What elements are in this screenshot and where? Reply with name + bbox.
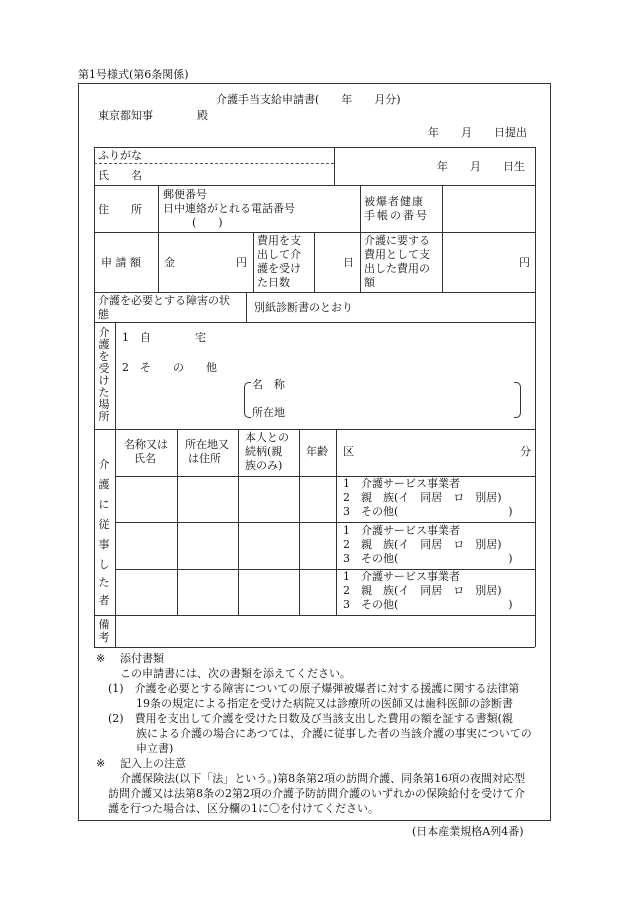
nichi-label: 日 bbox=[343, 256, 354, 269]
col-name: 名称又は bbox=[124, 438, 168, 451]
attach-item-2-cont: 族による介護の場合にあつては、介護に従事した者の当該介護の事実についての bbox=[136, 727, 532, 740]
addressee: 東京都知事 殿 bbox=[98, 109, 208, 122]
col-age: 年齢 bbox=[306, 445, 328, 458]
name-label: 氏 名 bbox=[98, 169, 142, 182]
table-bottom-line bbox=[94, 647, 535, 648]
place-bracket-left bbox=[244, 382, 251, 418]
category-option: 3 その他( ) bbox=[343, 598, 513, 611]
disability-label-cont: 態 bbox=[98, 308, 109, 321]
place-bracket-right bbox=[514, 382, 521, 418]
category-option: 1 介護サービス事業者 bbox=[343, 477, 460, 490]
place-label-char: 受 bbox=[98, 362, 110, 375]
furigana-divider bbox=[94, 163, 334, 164]
place-option-home: 1 自 宅 bbox=[122, 331, 206, 344]
place-label-char: け bbox=[98, 374, 110, 387]
category-option: 1 介護サービス事業者 bbox=[343, 570, 460, 583]
cost-label-line: 費用として支 bbox=[364, 248, 430, 261]
cost-label-line: 介護に要する bbox=[364, 234, 430, 247]
cost-label-line: 額 bbox=[364, 276, 375, 289]
col-relation: 本人との bbox=[245, 431, 289, 444]
category-option: 3 その他( ) bbox=[343, 552, 513, 565]
category-option: 2 親 族(イ 同居 ロ 別居) bbox=[343, 584, 502, 597]
attach-title: 添付書類 bbox=[120, 652, 164, 665]
notice-mark: ※ bbox=[96, 757, 106, 770]
notice-title: 記入上の注意 bbox=[120, 757, 186, 770]
cost-label-line: 出した費用の bbox=[364, 262, 430, 275]
birth-date: 年 月 日生 bbox=[437, 160, 525, 173]
attach-item-1: (1) 介護を必要とする障害についての原子爆弾被爆者に対する援護に関する法律第 bbox=[108, 682, 520, 695]
place-name-label: 名 称 bbox=[252, 378, 285, 391]
category-option: 3 その他( ) bbox=[343, 505, 513, 518]
disability-value: 別紙診断書のとおり bbox=[254, 301, 353, 314]
remarks-label-char: 備 bbox=[98, 618, 110, 631]
col-category-right: 分 bbox=[520, 445, 531, 458]
paper-size-note: (日本産業規格A列4番) bbox=[412, 825, 524, 838]
days-label-line: 出して介 bbox=[257, 248, 301, 261]
place-label-char: 所 bbox=[98, 410, 110, 423]
attach-item-1-cont: 19条の規定による指定を受けた病院又は診療所の医師又は歯科医師の診断書 bbox=[136, 697, 513, 710]
table-right-line bbox=[535, 147, 536, 647]
kin-label: 金 bbox=[164, 256, 175, 269]
place-label-char: 介 bbox=[98, 326, 110, 339]
notice-text: 訪問介護又は法第8条の2第2項の介護予防訪問介護のいずれかの保険給付を受けて介 bbox=[108, 787, 525, 800]
days-label-line: 費用を支 bbox=[257, 234, 301, 247]
caregiver-label-char: 介 bbox=[98, 458, 110, 471]
place-label-char: た bbox=[98, 386, 110, 399]
col-relation-line2: 続柄(親 bbox=[245, 445, 283, 458]
days-label-line: 護を受け bbox=[257, 262, 301, 275]
yen-label-2: 円 bbox=[519, 256, 530, 269]
place-label-char: を bbox=[98, 350, 110, 363]
place-location-label: 所在地 bbox=[252, 406, 285, 419]
days-label-line: た日数 bbox=[257, 276, 290, 289]
caregiver-label-char: 護 bbox=[98, 478, 110, 491]
yen-label-1: 円 bbox=[236, 256, 247, 269]
health-book-label-2: 手帳の番号 bbox=[364, 209, 429, 222]
category-option: 2 親 族(イ 同居 ロ 別居) bbox=[343, 538, 502, 551]
caregiver-label-char: 者 bbox=[98, 594, 110, 607]
category-option: 1 介護サービス事業者 bbox=[343, 524, 460, 537]
caregiver-label-char: し bbox=[98, 558, 110, 571]
phone-parens: ( ) bbox=[192, 216, 223, 229]
disability-label: 介護を必要とする障害の状 bbox=[98, 294, 230, 307]
col-address: 所在地又 bbox=[185, 438, 229, 451]
col-relation-line3: 族のみ) bbox=[245, 459, 283, 472]
col-name-line2: 氏名 bbox=[134, 452, 156, 465]
phone-label: 日中連絡がとれる電話番号 bbox=[163, 202, 295, 215]
table-left-line bbox=[94, 147, 95, 647]
notice-text: 護を行つた場合は、区分欄の1に〇を付けてください。 bbox=[108, 802, 379, 815]
postal-code-label: 郵便番号 bbox=[163, 188, 207, 201]
attach-item-2-cont: 申立書) bbox=[136, 742, 174, 755]
col-category-left: 区 bbox=[343, 445, 354, 458]
notice-text: 介護保険法(以下「法」という。)第8条第2項の訪問介護、同条第16項の夜間対応型 bbox=[120, 772, 526, 785]
address-label: 住 所 bbox=[98, 203, 142, 216]
place-label-char: 護 bbox=[98, 338, 110, 351]
caregiver-label-char: 事 bbox=[98, 538, 110, 551]
caregiver-label-char: た bbox=[98, 576, 110, 589]
form-id: 第1号様式(第6条関係) bbox=[78, 68, 189, 81]
category-option: 2 親 族(イ 同居 ロ 別居) bbox=[343, 491, 502, 504]
place-label-char: 場 bbox=[98, 398, 110, 411]
attach-mark: ※ bbox=[96, 652, 106, 665]
attach-intro: この申請書には、次の書類を添えてください。 bbox=[120, 667, 351, 680]
health-book-label-1: 被爆者健康 bbox=[364, 195, 424, 208]
claim-amount-label: 申 請 額 bbox=[101, 256, 141, 269]
table-top-line bbox=[94, 147, 535, 148]
furigana-label: ふりがな bbox=[98, 149, 142, 162]
col-address-line2: は住所 bbox=[188, 452, 221, 465]
place-option-other: 2 そ の 他 bbox=[122, 361, 217, 374]
remarks-label-char: 考 bbox=[98, 631, 110, 644]
caregiver-label-char: に bbox=[98, 498, 110, 511]
form-title: 介護手当支給申請書( 年 月分) bbox=[216, 93, 401, 106]
attach-item-2: (2) 費用を支出して介護を受けた日数及び当該支出した費用の額を証する書類(親 bbox=[108, 712, 513, 725]
submit-date: 年 月 日提出 bbox=[428, 126, 527, 139]
caregiver-label-char: 従 bbox=[98, 518, 110, 531]
